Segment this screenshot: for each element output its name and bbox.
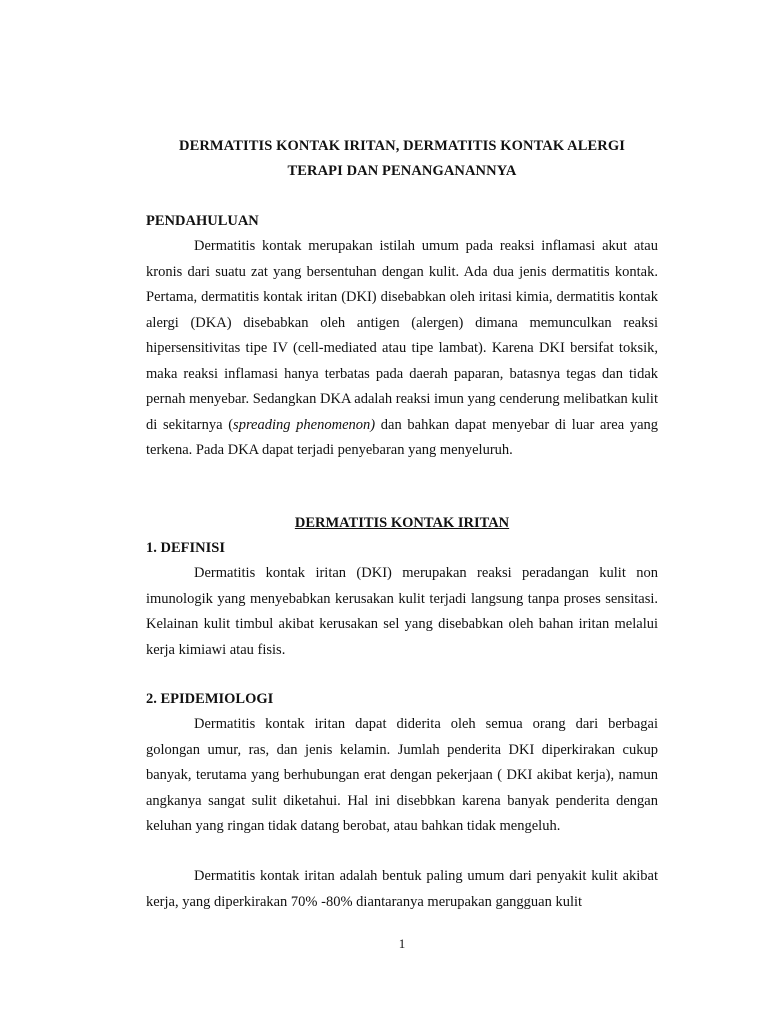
epidemiologi-heading: 2. EPIDEMIOLOGI — [146, 691, 274, 707]
definisi-paragraph: Dermatitis kontak iritan (DKI) merupakan reaksi peradangan kulit non imunologik yang menyebabkan kerusakan kulit terjadi langsung tanpa proses sensitasi. Kelainan kulit timbul akibat kerusakan sel yang disebabkan oleh bahan iritan melalui kerja kimiawi atau fisis. — [146, 565, 658, 658]
section-heading-dki: DERMATITIS KONTAK IRITAN — [294, 515, 510, 531]
pendahuluan-heading: PENDAHULUAN — [146, 213, 259, 229]
epidemiologi-paragraph-1: Dermatitis kontak iritan dapat diderita oleh semua orang dari berbagai golongan umur, ras, dan jenis kelamin. Jumlah penderita DKI diperkirakan cukup banyak, terutama yang berhubungan erat dengan pekerjaan ( DKI akibat kerja), namun angkanya sangat sulit diketahui. Hal ini disebbkan karena banyak penderita dengan keluhan yang ringan tidak datang berobat, atau bahkan tidak mengeluh. — [146, 716, 658, 834]
pendahuluan-paragraph-text: Dermatitis kontak merupakan istilah umum pada reaksi inflamasi akut atau kronis dari suatu zat yang bersentuhan dengan kulit. Ada dua jenis dermatitis kontak. Pertama, dermatitis kontak iritan (DKI) disebabkan oleh iritasi kimia, dermatitis kontak alergi (DKA) disebabkan oleh antigen (alergen) dimana memunculkan reaksi hipersensitivitas tipe IV (cell-mediated atau tipe lambat). Karena DKI bersifat toksik, maka reaksi inflamasi hanya terbatas pada daerah paparan, batasnya tegas dan tidak pernah menyebar. Sedangkan DKA adalah reaksi imun yang cenderung melibatkan kulit di sekitarnya ( — [146, 238, 658, 433]
epidemiologi-paragraph-2: Dermatitis kontak iritan adalah bentuk paling umum dari penyakit kulit akibat kerja, yang diperkirakan 70% -80% diantaranya merupakan gangguan kulit — [146, 868, 658, 910]
document-page — [146, 0, 658, 1024]
document-title-line-2: TERAPI DAN PENANGANANNYA — [287, 163, 517, 179]
pendahuluan-paragraph — [146, 234, 658, 464]
pendahuluan-paragraph-italic: spreading phenomenon) — [233, 416, 376, 433]
definisi-heading: 1. DEFINISI — [146, 540, 225, 556]
document-title-line-1: DERMATITIS KONTAK IRITAN, DERMATITIS KONTAK ALERGI — [179, 138, 625, 154]
pendahuluan-paragraph-end: dan bahkan dapat menyebar di luar area yang terkena. Pada DKA dapat terjadi penyebaran yang menyeluruh. — [146, 416, 658, 458]
page-number: 1 — [398, 936, 406, 951]
